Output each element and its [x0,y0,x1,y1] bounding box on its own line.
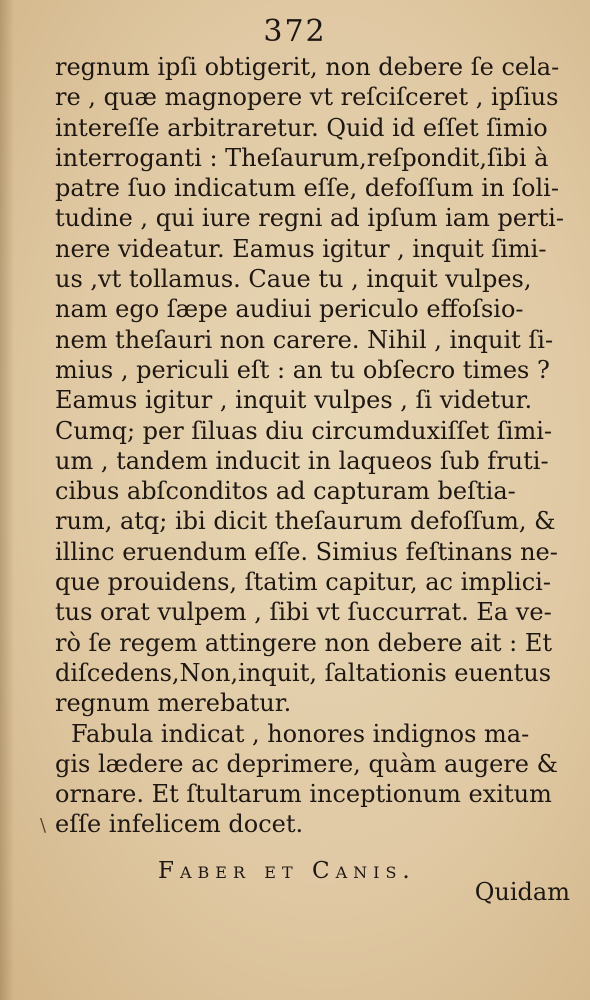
text-line: illinc eruendum eſſe. Simius feſtinans ne- [55,537,558,566]
text-line: cibus abſconditos ad capturam beſtia- [55,477,516,506]
stray-mark: \ [40,815,47,836]
catchword: Quidam [474,878,570,906]
next-fable-title: Faber et Canis. [158,858,416,884]
fable-text [55,52,565,840]
text-line: diſcedens,Non,inquit, ſaltationis euentus [55,658,552,687]
text-line: nem theſauri non carere. Nihil , inquit ſi- [55,325,554,354]
moral-line: Fabula indicat , honores indignos ma- [71,719,530,748]
text-line: us ,vt tollamus. Caue tu , inquit vulpes, [55,265,532,294]
text-line: mius , periculi eſt : an tu obſecro times ? [55,355,550,384]
text-line: rò ſe regem attingere non debere ait : Et [55,628,553,657]
text-line: um , tandem inducit in laqueos ſub fruti- [55,446,549,475]
text-line: regnum merebatur. [55,689,292,718]
text-line: tudine , qui iure regni ad ipſum iam perti- [55,204,564,233]
page-edge-shadow [0,0,14,1000]
moral-line: eſſe infelicem docet. [55,810,304,839]
text-line: interroganti : Theſaurum,reſpondit,ſibi à [55,143,549,172]
text-line: regnum ipſi obtigerit, non debere ſe cela- [55,53,560,81]
text-line: nam ego ſæpe audiui periculo effoſsio- [55,295,524,324]
text-line: Eamus igitur , inquit vulpes , ſi videtur. [55,386,533,415]
moral-line: ornare. Et ſtultarum inceptionum exitum [55,780,552,809]
text-line: patre ſuo indicatum eſſe, defoſſum in ſoli- [55,174,559,203]
text-line: rum, atq; ibi dicit theſaurum defoſſum, & [55,507,556,536]
text-line: nere videatur. Eamus igitur , inquit ſimi- [55,234,547,263]
text-line: que prouidens, ſtatim capitur, ac implici- [55,568,551,597]
page-number: 372 [263,14,327,49]
text-line: Cumq; per ſiluas diu circumduxiſſet ſimi- [55,416,553,445]
moral-line: gis lædere ac deprimere, quàm augere & [55,749,558,778]
text-line: tus orat vulpem , ſibi vt ſuccurrat. Ea ve- [55,598,552,627]
text-line: re , quæ magnopere vt reſciſceret , ipſius [55,83,559,112]
text-line: intereſſe arbitraretur. Quid id eſſet ſimio [55,113,548,142]
